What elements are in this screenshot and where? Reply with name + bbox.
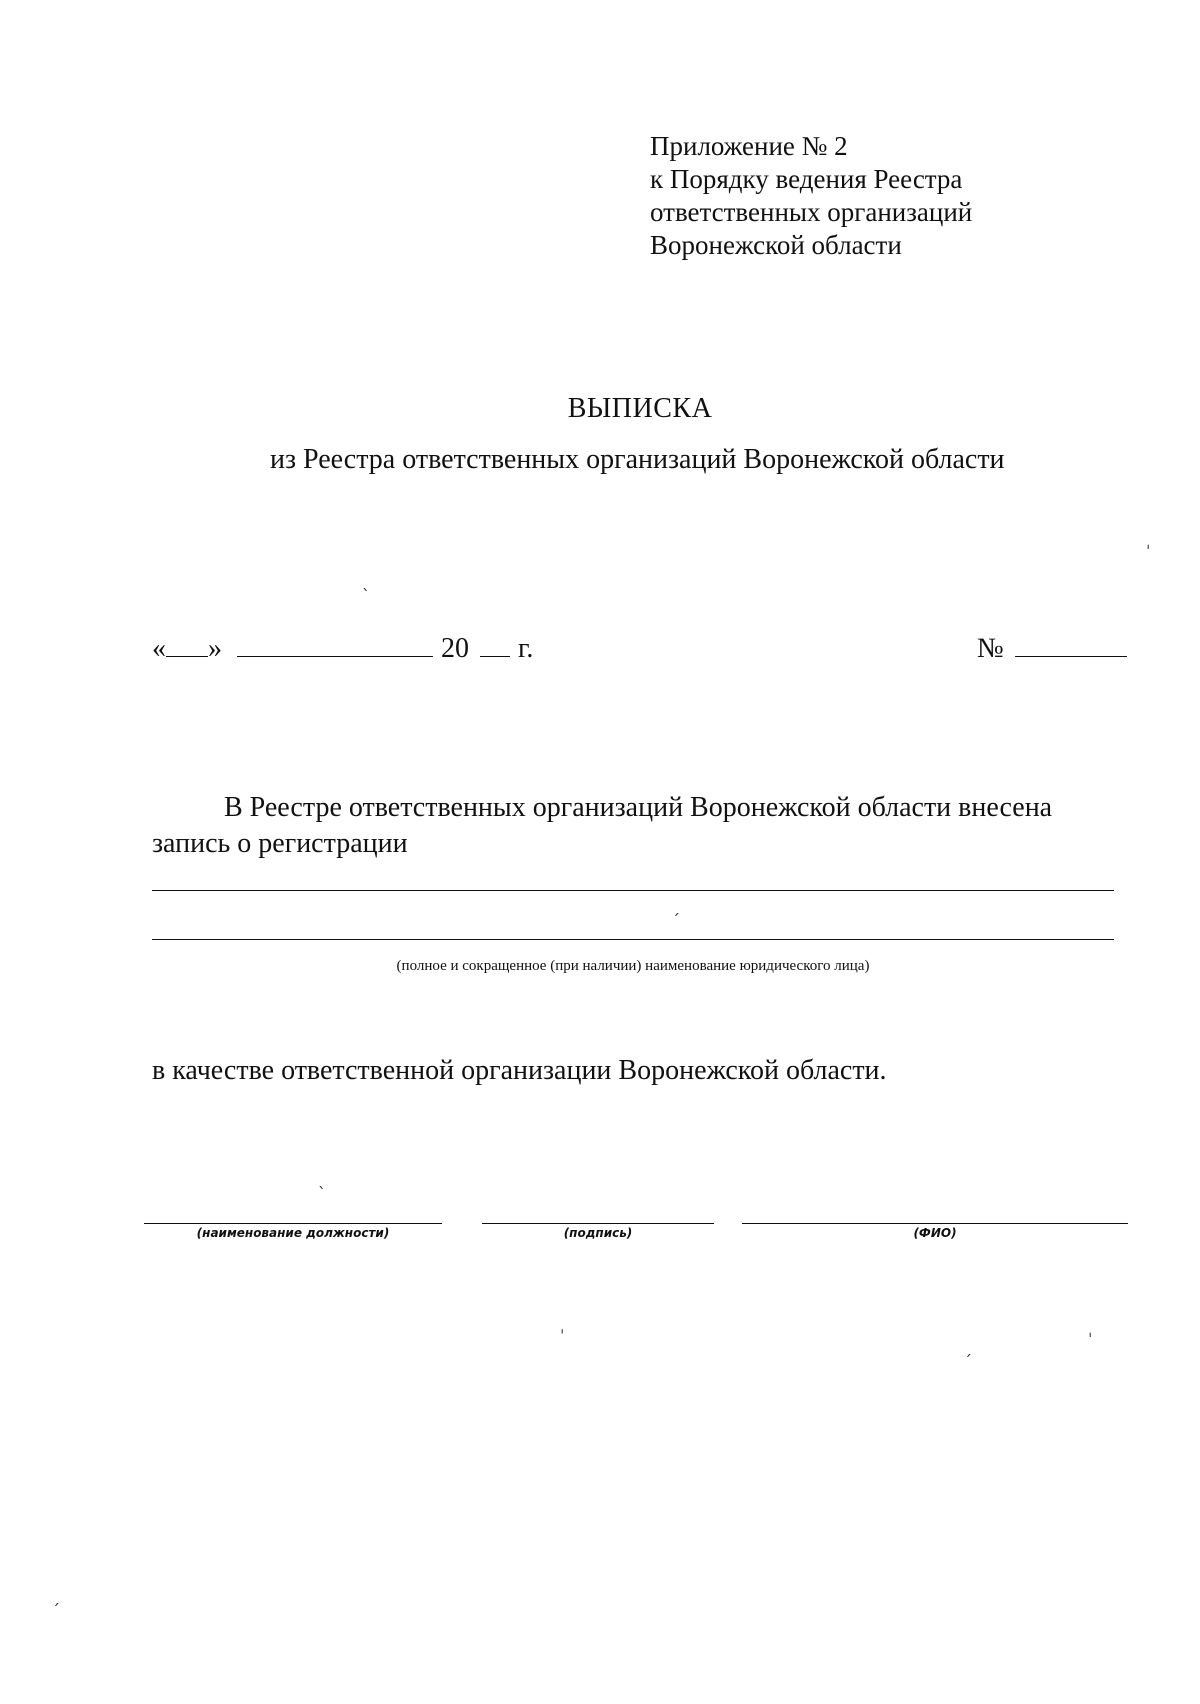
scan-speck: ˈ bbox=[1088, 1330, 1093, 1349]
registration-line-2: запись о регистрации bbox=[152, 828, 408, 859]
number-label: № bbox=[977, 633, 1004, 664]
full-name-line[interactable] bbox=[742, 1223, 1128, 1224]
appendix-line-3: ответственных организаций bbox=[650, 197, 973, 227]
entity-name-line-2[interactable] bbox=[152, 939, 1114, 940]
scan-speck: ˎ bbox=[318, 1170, 326, 1189]
signature-line[interactable] bbox=[482, 1223, 714, 1224]
year-suffix: г. bbox=[518, 633, 534, 664]
scan-speck: ˋ bbox=[362, 586, 370, 605]
appendix-line-4: Воронежской области bbox=[650, 230, 902, 260]
registration-text bbox=[152, 790, 1112, 862]
full-name-caption: (ФИО) bbox=[913, 1226, 957, 1240]
closing-text: в качестве ответственной организации Воронежской области. bbox=[152, 1055, 887, 1086]
appendix-line-1: Приложение № 2 bbox=[650, 131, 848, 161]
entity-name-line-1[interactable] bbox=[152, 890, 1114, 891]
appendix-block bbox=[650, 130, 972, 262]
number-row bbox=[977, 633, 1127, 665]
year-prefix: 20 bbox=[441, 633, 469, 664]
scan-speck: ˏ bbox=[964, 1338, 972, 1357]
signature-caption: (подпись) bbox=[563, 1226, 633, 1240]
scan-speck: ˌ bbox=[560, 1316, 565, 1335]
close-quote: » bbox=[208, 633, 222, 664]
day-blank[interactable] bbox=[166, 634, 208, 657]
open-quote: « bbox=[152, 633, 166, 664]
month-blank[interactable] bbox=[237, 634, 433, 657]
position-line[interactable] bbox=[144, 1223, 442, 1224]
scan-speck: ˏ bbox=[52, 1587, 60, 1606]
document-subtitle: из Реестра ответственных организаций Воронежской области bbox=[270, 444, 1005, 475]
registration-line-1: В Реестре ответственных организаций Воронежской области внесена bbox=[224, 792, 1053, 823]
number-blank[interactable] bbox=[1015, 634, 1127, 657]
position-caption: (наименование должности) bbox=[196, 1226, 390, 1240]
entity-name-caption: (полное и сокращенное (при наличии) наименование юридического лица) bbox=[396, 958, 870, 974]
appendix-line-2: к Порядку ведения Реестра bbox=[650, 164, 963, 194]
scan-speck: ˈ bbox=[1146, 542, 1151, 561]
year-blank[interactable] bbox=[480, 634, 510, 657]
date-row bbox=[152, 633, 533, 665]
document-title: ВЫПИСКА bbox=[567, 393, 713, 424]
scan-speck: ˏ bbox=[672, 897, 680, 916]
